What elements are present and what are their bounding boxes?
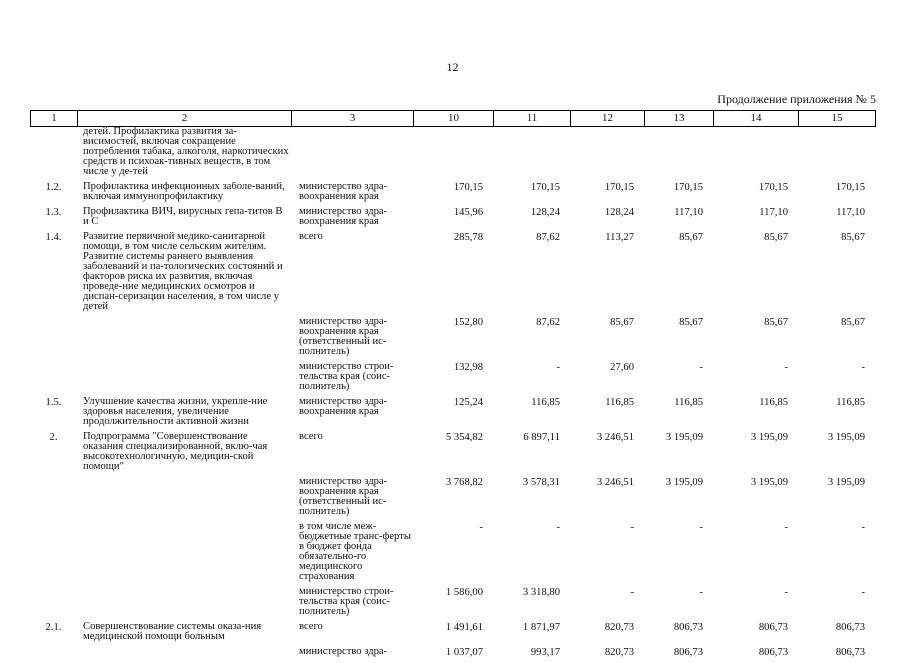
value-col-10 [413, 127, 493, 182]
value-col-13: 85,67 [679, 232, 703, 243]
table-row [30, 397, 875, 432]
value-col-10: 1 586,00 [445, 587, 483, 598]
row-number: 2. [49, 432, 58, 443]
header-cell: 15 [799, 111, 876, 127]
value-col-11: 3 578,31 [522, 477, 560, 488]
value-col-10: 125,24 [453, 397, 483, 408]
row-name [77, 477, 291, 522]
row-number [30, 362, 77, 397]
value-col-15: 117,10 [836, 207, 865, 218]
value-col-10: 170,15 [453, 182, 483, 193]
header-cell: 13 [645, 111, 714, 127]
value-col-15: 3 195,09 [827, 432, 865, 443]
row-name: Совершенствование системы оказа-ния медицинской помощи больным [83, 622, 262, 642]
header-cell: 1 [31, 111, 78, 127]
header-row [31, 111, 876, 127]
row-name: Профилактика инфекционных заболе-ваний, включая иммунопрофилактику [83, 182, 285, 202]
value-col-10: 3 768,82 [445, 477, 483, 488]
value-col-14 [713, 127, 798, 182]
value-col-13: 806,73 [673, 622, 703, 633]
value-col-14: - [784, 522, 788, 533]
table-row [30, 432, 875, 477]
row-executor: министерство здра-воохранения края (ответственный ис-полнитель) [299, 317, 388, 357]
value-col-10: 285,78 [453, 232, 483, 243]
row-number [30, 317, 77, 362]
row-executor: министерство здра- [299, 647, 388, 657]
continuation-label: Продолжение приложения № 5 [717, 92, 876, 106]
row-name [77, 362, 291, 397]
row-executor: министерство строи-тельства края (соис-полнитель) [299, 587, 394, 617]
value-col-12: - [630, 522, 634, 533]
value-col-10: 1 491,61 [445, 622, 483, 633]
table-row [30, 647, 875, 663]
value-col-13: 85,67 [679, 317, 703, 328]
row-number: 1.3. [45, 207, 62, 218]
row-number [30, 477, 77, 522]
table-row [30, 232, 875, 317]
value-col-11: 128,24 [530, 207, 560, 218]
row-executor: министерство здра-воохранения края [299, 182, 388, 202]
row-name: детей. Профилактика развития за-висимостей, включая сокращение потребления табака, алкоголя, наркотических средств и психоак-тивных веществ, в том числе у де-тей [83, 127, 289, 177]
value-col-12: 3 246,51 [596, 477, 634, 488]
value-col-13: - [699, 362, 703, 373]
value-col-11: 3 318,80 [522, 587, 560, 598]
row-number: 1.2. [45, 182, 62, 193]
value-col-13: 170,15 [673, 182, 703, 193]
row-executor: в том числе меж-бюджетные транс-ферты в бюджет фонда обязательно-го медицинского страхования [299, 522, 411, 582]
value-col-13 [644, 127, 713, 182]
row-executor: министерство здра-воохранения края [299, 397, 388, 417]
value-col-11: 6 897,11 [523, 432, 560, 443]
row-number [30, 522, 77, 587]
page-number: 12 [446, 60, 459, 74]
value-col-14: 116,85 [759, 397, 788, 408]
value-col-12: 27,60 [610, 362, 634, 373]
value-col-14: - [784, 587, 788, 598]
value-col-10: 132,98 [453, 362, 483, 373]
value-col-15: 116,85 [836, 397, 865, 408]
value-col-11: 170,15 [530, 182, 560, 193]
row-name: Профилактика ВИЧ, вирусных гепа-титов В и С [83, 207, 283, 227]
row-executor: всего [299, 232, 323, 242]
header-cell: 2 [78, 111, 292, 127]
value-col-13: 116,85 [674, 397, 703, 408]
row-number [30, 587, 77, 622]
value-col-12: 3 246,51 [596, 432, 634, 443]
value-col-12: 820,73 [604, 622, 634, 633]
header-cell: 12 [571, 111, 645, 127]
header-cell: 10 [414, 111, 494, 127]
row-number [30, 647, 77, 663]
value-col-11: - [556, 522, 560, 533]
value-col-13: 3 195,09 [665, 432, 703, 443]
value-col-10: 145,96 [453, 207, 483, 218]
value-col-13: 117,10 [674, 207, 703, 218]
row-executor: министерство здра-воохранения края (ответственный ис-полнитель) [299, 477, 388, 517]
table-row [30, 587, 875, 622]
row-executor: всего [299, 622, 323, 632]
value-col-13: - [699, 522, 703, 533]
value-col-11: 116,85 [531, 397, 560, 408]
row-number: 2.1. [45, 622, 62, 633]
row-name [77, 587, 291, 622]
value-col-15: 806,73 [835, 647, 865, 658]
table-row [30, 622, 875, 647]
value-col-12: 85,67 [610, 317, 634, 328]
row-executor: всего [299, 432, 323, 442]
value-col-14: - [784, 362, 788, 373]
row-executor: министерство здра-воохранения края [299, 207, 388, 227]
table-row [30, 207, 875, 232]
value-col-15: 806,73 [835, 622, 865, 633]
value-col-14: 85,67 [764, 317, 788, 328]
value-col-12: 113,27 [605, 232, 634, 243]
column-header-table [30, 110, 876, 127]
value-col-11: 87,62 [536, 232, 560, 243]
table-row [30, 182, 875, 207]
row-executor [291, 127, 413, 182]
value-col-15: 85,67 [841, 317, 865, 328]
value-col-15: 170,15 [835, 182, 865, 193]
row-name [77, 647, 291, 663]
value-col-14: 3 195,09 [750, 477, 788, 488]
table-row [30, 477, 875, 522]
value-col-12: 128,24 [604, 207, 634, 218]
row-number: 1.5. [45, 397, 62, 408]
value-col-11: 87,62 [536, 317, 560, 328]
value-col-14: 806,73 [758, 647, 788, 658]
header-cell: 3 [292, 111, 414, 127]
row-executor: министерство строи-тельства края (соис-полнитель) [299, 362, 394, 392]
table-row [30, 317, 875, 362]
value-col-15: - [861, 522, 865, 533]
row-name: Улучшение качества жизни, укрепле-ние здоровья населения, увеличение продолжительности активной жизни [83, 397, 268, 427]
value-col-11 [493, 127, 570, 182]
table-row [30, 362, 875, 397]
table-row [30, 522, 875, 587]
value-col-10: 1 037,07 [445, 647, 483, 658]
value-col-13: - [699, 587, 703, 598]
value-col-14: 117,10 [759, 207, 788, 218]
value-col-12 [570, 127, 644, 182]
value-col-12: 116,85 [605, 397, 634, 408]
row-name [77, 522, 291, 587]
row-number: 1.4. [45, 232, 62, 243]
value-col-11: 993,17 [530, 647, 560, 658]
row-name [77, 317, 291, 362]
program-table [30, 127, 875, 663]
value-col-15: 3 195,09 [827, 477, 865, 488]
header-cell: 11 [494, 111, 571, 127]
value-col-13: 3 195,09 [665, 477, 703, 488]
value-col-14: 85,67 [764, 232, 788, 243]
value-col-14: 3 195,09 [750, 432, 788, 443]
value-col-15: - [861, 587, 865, 598]
value-col-11: 1 871,97 [522, 622, 560, 633]
value-col-12: 170,15 [604, 182, 634, 193]
row-name: Подпрограмма "Совершенствование оказания специализированной, вклю-чая высокотехнологичную, медицин-ской помощи" [83, 432, 268, 472]
value-col-11: - [556, 362, 560, 373]
value-col-12: 820,73 [604, 647, 634, 658]
value-col-10: 5 354,82 [445, 432, 483, 443]
value-col-10: 152,80 [453, 317, 483, 328]
value-col-14: 806,73 [758, 622, 788, 633]
value-col-15: - [861, 362, 865, 373]
header-cell: 14 [714, 111, 799, 127]
table-row [30, 127, 875, 182]
value-col-15: 85,67 [841, 232, 865, 243]
value-col-13: 806,73 [673, 647, 703, 658]
value-col-15 [798, 127, 875, 182]
value-col-14: 170,15 [758, 182, 788, 193]
value-col-12: - [630, 587, 634, 598]
row-number [30, 127, 77, 182]
row-name: Развитие первичной медико-санитарной помощи, в том числе сельским жителям. Развитие системы раннего выявления заболеваний и па-тологических состояний и факторов риска их развития, включая проведе-ние медицинских осмотров и диспан-серизации населения, в том числе у детей [83, 232, 283, 312]
value-col-10: - [479, 522, 483, 533]
